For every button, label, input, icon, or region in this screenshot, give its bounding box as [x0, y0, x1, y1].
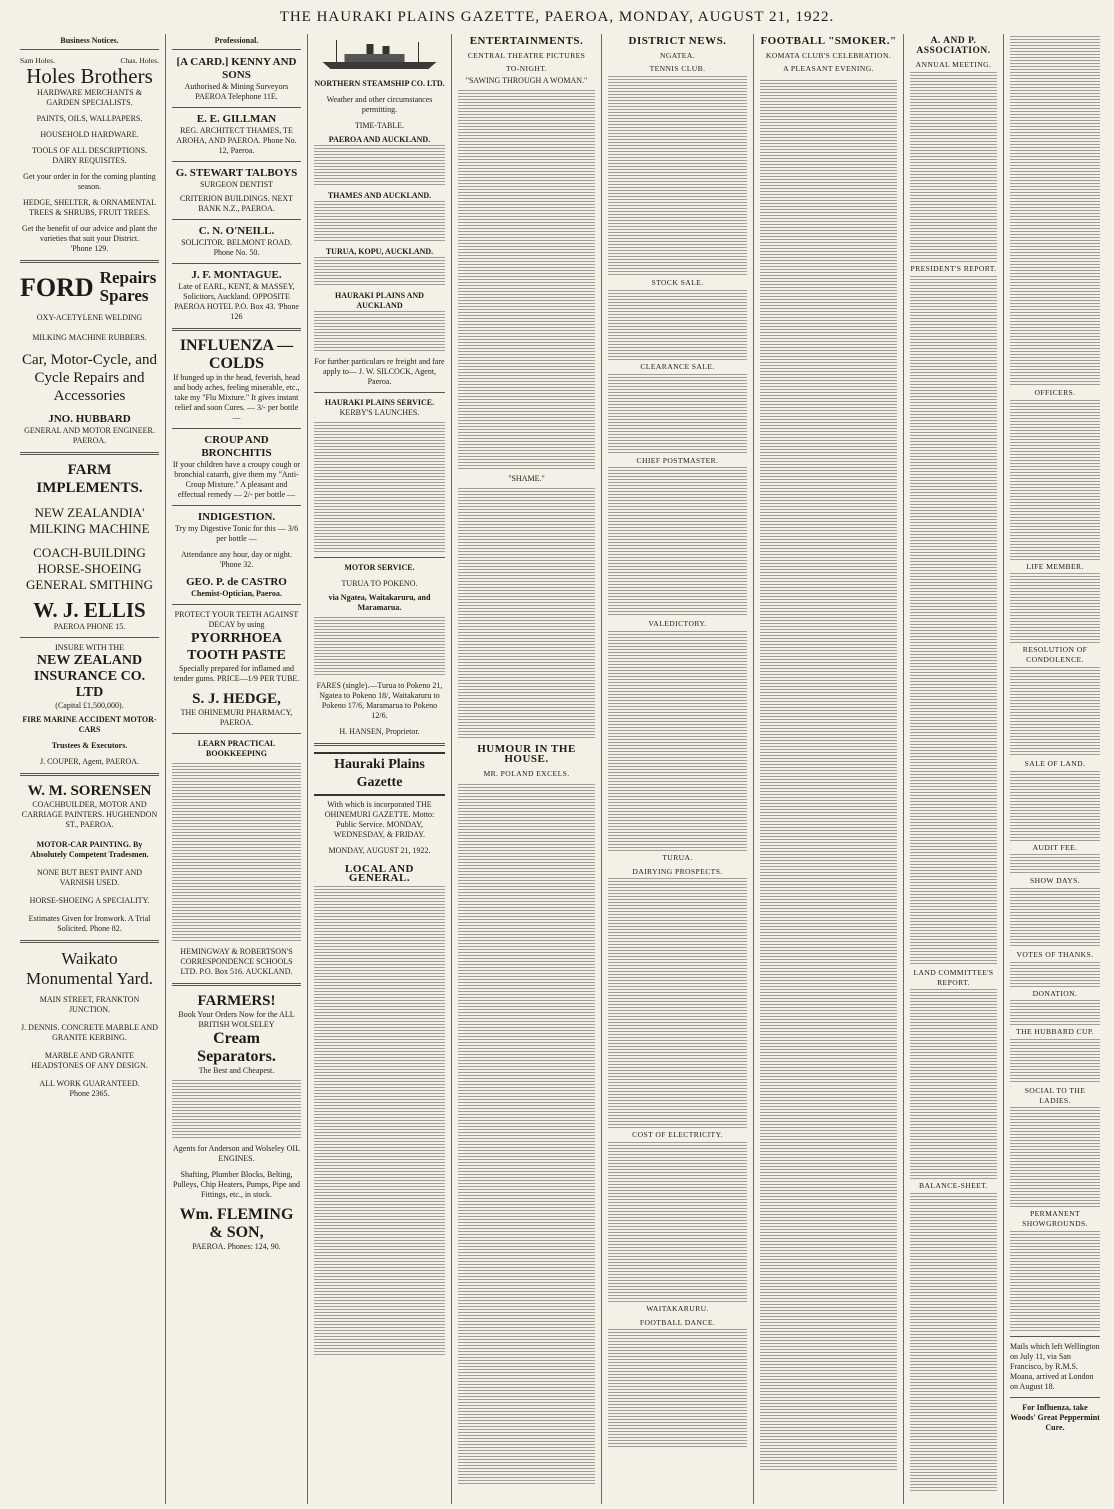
- ad-line: Authorised & Mining Surveyors PAEROA Telephone 11E.: [184, 81, 289, 101]
- section-football-smoker: FOOTBALL "SMOKER.": [760, 35, 897, 47]
- ad-line: For further particulars re freight and fare apply to— J. W. SILCOCK, Agent, Paeroa.: [314, 356, 445, 386]
- body-text: [172, 763, 301, 943]
- steamship-co: NORTHERN STEAMSHIP CO. LTD.: [314, 78, 445, 88]
- ad-line: Trustees & Executors.: [51, 741, 128, 751]
- body-text: [458, 488, 595, 738]
- column-entertainments: [452, 34, 602, 1504]
- ad-farmers: FARMERS!: [197, 992, 276, 1009]
- subheading: ANNUAL MEETING.: [915, 60, 992, 70]
- ad-line: SOLICITOR. BELMONT ROAD. Phone No. 50.: [181, 237, 292, 257]
- body-text: [1010, 962, 1100, 987]
- ad-nz-milking: NEW ZEALANDIA' MILKING MACHINE: [29, 505, 150, 537]
- subheading: MR. POLAND EXCELS.: [483, 768, 570, 778]
- subheading: "SHAME.": [508, 474, 545, 484]
- ad-cream: Cream Separators.: [197, 1029, 276, 1065]
- body-text: [1010, 1000, 1100, 1025]
- ad-line: MILKING MACHINE RUBBERS.: [32, 333, 147, 343]
- ad-line: MOTOR-CAR PAINTING. By Absolutely Competent Tradesmen.: [30, 840, 149, 860]
- masthead: THE HAURAKI PLAINS GAZETTE, PAEROA, MONDAY, AUGUST 21, 1922.: [279, 9, 835, 25]
- ad-line: If your children have a croupy cough or bronchial catarrh, give them my "Anti-Croup Mixture." A pleasant and effectual remedy — 2/- per bottle —: [172, 459, 301, 499]
- body-text: [1010, 400, 1100, 560]
- ad-line: ALL WORK GUARANTEED.: [39, 1079, 140, 1089]
- ad-line: Attendance any hour, day or night. 'Phone 32.: [181, 549, 292, 569]
- subheading: DAIRYING PROSPECTS.: [632, 866, 723, 876]
- subheading: SHOW DAYS.: [1030, 876, 1080, 886]
- ad-pyorrhoea: PYORRHOEA TOOTH PASTE: [187, 630, 286, 663]
- subheading: PRESIDENT'S REPORT.: [910, 264, 997, 274]
- body-text: [1010, 1231, 1100, 1331]
- columns: [14, 34, 1106, 1504]
- body-text: [608, 467, 747, 617]
- ad-line: 'Phone 129.: [70, 244, 109, 254]
- ad-hedge: S. J. HEDGE,: [192, 690, 281, 707]
- gazette-sub: With which is incorporated THE OHINEMURI GAZETTE. Motto: Public Service. MONDAY, WEDNESDAY, & FRIDAY.: [324, 799, 435, 839]
- subheading: THE HUBBARD CUP.: [1016, 1027, 1094, 1037]
- body-text: [458, 90, 595, 470]
- ad-line: If bunged up in the head, feverish, head and body aches, feeling miserable, etc., take my "Flu Mixture." It gives instant relief and soon Cures. — 3/- per bottle —: [173, 372, 300, 422]
- subheading: NGATEA.: [659, 50, 696, 60]
- subheading: A PLEASANT EVENING.: [783, 64, 874, 74]
- ad-line: Get your order in for the coming planting season.: [23, 172, 156, 192]
- ad-line: J. DENNIS. CONCRETE MARBLE AND GRANITE KERBING.: [21, 1023, 158, 1043]
- ad-line: PAINTS, OILS, WALLPAPERS.: [36, 114, 143, 124]
- ad-line: HEDGE, SHELTER, & ORNAMENTAL TREES & SHRUBS, FRUIT TREES.: [22, 198, 157, 218]
- column-a-and-p: [904, 34, 1004, 1504]
- section-humour: HUMOUR IN THE HOUSE.: [477, 743, 576, 765]
- body-text: [172, 1080, 301, 1140]
- body-text: [458, 784, 595, 1484]
- body-text: [608, 374, 747, 454]
- body-text: [1010, 573, 1100, 643]
- gazette-date: MONDAY, AUGUST 21, 1922.: [328, 845, 431, 855]
- subheading: OFFICERS.: [1034, 388, 1076, 397]
- body-text: [314, 886, 445, 1356]
- ad-line: HOUSEHOLD HARDWARE.: [40, 130, 139, 140]
- column-business-notices: [14, 34, 166, 1504]
- ad-gillman: E. E. GILLMAN: [196, 112, 277, 125]
- timetable-rows: [314, 145, 445, 187]
- timetable-rows: [314, 201, 445, 243]
- body-text: [608, 878, 747, 1128]
- ad-fleming: Wm. FLEMING & SON,: [179, 1205, 294, 1241]
- ad-line: Get the benefit of our advice and plant the varieties that suit your District.: [21, 224, 158, 244]
- ad-line: Phone 2365.: [69, 1089, 110, 1099]
- ad-sorensen: W. M. SORENSEN: [27, 783, 152, 800]
- ad-line: Book Your Orders Now for the ALL BRITISH WOLSELEY: [178, 1009, 295, 1029]
- steamship-illustration: [314, 38, 445, 72]
- subheading: RESOLUTION OF CONDOLENCE.: [1022, 645, 1088, 665]
- body-text: [608, 1329, 747, 1449]
- ad-line: TURUA TO POKENO.: [341, 578, 418, 588]
- ad-line: MARBLE AND GRANITE HEADSTONES OF ANY DESIGN.: [31, 1051, 148, 1071]
- ad-line: TIME-TABLE.: [354, 120, 405, 130]
- service-title: HAURAKI PLAINS SERVICE.: [324, 397, 435, 407]
- subheading: VOTES OF THANKS.: [1016, 949, 1094, 959]
- body-text: [1010, 854, 1100, 874]
- subheading: LAND COMMITTEE'S REPORT.: [913, 967, 994, 987]
- subheading: STOCK SALE.: [651, 278, 704, 288]
- subheading: DONATION.: [1032, 988, 1078, 998]
- ad-line: TOOLS OF ALL DESCRIPTIONS. DAIRY REQUISITES.: [31, 146, 148, 166]
- ad-line: REG. ARCHITECT THAMES, TE AROHA, AND PAEROA. Phone No. 12, Paeroa.: [176, 125, 297, 155]
- section-a-and-p: A. AND P. ASSOCIATION.: [916, 36, 991, 56]
- ad-oneill: C. N. O'NEILL.: [198, 224, 275, 237]
- ad-coach-building: COACH-BUILDING HORSE-SHOEING GENERAL SMITHING: [26, 545, 153, 593]
- column-professional: [166, 34, 308, 1504]
- ad-indigestion: INDIGESTION.: [197, 510, 276, 523]
- body-text: [910, 72, 997, 262]
- subheading: CHIEF POSTMASTER.: [636, 455, 719, 465]
- ad-line: Weather and other circumstances permitting.: [326, 94, 433, 114]
- ad-montague: J. F. MONTAGUE.: [191, 268, 282, 281]
- subheading: TENNIS CLUB.: [649, 64, 706, 74]
- body-text: [760, 80, 897, 1470]
- ad-castro: GEO. P. de CASTRO: [186, 575, 287, 588]
- route-title: HAURAKI PLAINS AND AUCKLAND: [335, 290, 424, 310]
- ad-ford: [20, 269, 159, 305]
- ad-line: Specially prepared for inflamed and tender gums. PRICE—1/9 PER TUBE.: [173, 663, 300, 683]
- ad-line: THE OHINEMURI PHARMACY, PAEROA.: [180, 707, 293, 727]
- ad-line: FIRE MARINE ACCIDENT MOTOR-CARS: [22, 715, 157, 735]
- ad-line: via Ngatea, Waitakaruru, and Maramarua.: [328, 592, 431, 612]
- column-shipping: [308, 34, 452, 1504]
- body-text: [608, 76, 747, 276]
- ford-side: Repairs Spares: [99, 268, 157, 306]
- subheading: SOCIAL TO THE LADIES.: [1024, 1086, 1086, 1105]
- subheading: KOMATA CLUB'S CELEBRATION.: [765, 50, 892, 60]
- name: Sam Holes.: [20, 55, 56, 65]
- ad-line: FARES (single).—Turua to Pokeno 21, Ngatea to Pokeno 18/, Waitakaruru to Pokeno 17/6, Maramarua to Pokeno 12/6.: [316, 680, 443, 720]
- mails-notice: Mails which left Wellington on July 11, via San Francisco, by R.M.S. Moana, arrived at London on August 18.: [1010, 1341, 1100, 1391]
- woods-ad: For Influenza, take Woods' Great Peppermint Cure.: [1010, 1402, 1100, 1432]
- ad-line: COACHBUILDER, MOTOR AND CARRIAGE PAINTERS. HUGHENDON ST., PAEROA.: [21, 800, 158, 830]
- body-text: [910, 276, 997, 966]
- subheading: "SAWING THROUGH A WOMAN.": [465, 76, 588, 86]
- ad-line: Estimates Given for Ironwork. A Trial Solicited. Phone 82.: [28, 914, 151, 934]
- body-text: [608, 1142, 747, 1302]
- subheading: AUDIT FEE.: [1032, 842, 1078, 852]
- ad-line: GENERAL AND MOTOR ENGINEER. PAEROA.: [24, 426, 155, 446]
- ad-line: PAEROA PHONE 15.: [53, 622, 126, 632]
- body-text: [1010, 1039, 1100, 1084]
- ad-line: OXY-ACETYLENE WELDING: [36, 313, 143, 323]
- ad-hubbard: JNO. HUBBARD: [48, 413, 131, 426]
- subheading: CENTRAL THEATRE PICTURES: [467, 50, 586, 60]
- subheading: BALANCE-SHEET.: [919, 1181, 988, 1191]
- subheading: VALEDICTORY.: [648, 619, 707, 629]
- ad-line: H. HANSEN, Proprietor.: [339, 726, 420, 736]
- ad-ellis: W. J. ELLIS: [33, 598, 146, 623]
- ad-kenny: [A CARD.] KENNY AND SONS: [176, 55, 297, 81]
- service-title: MOTOR SERVICE.: [344, 562, 415, 572]
- ad-line: LEARN PRACTICAL BOOKKEEPING: [197, 738, 276, 758]
- route-title: THAMES AND AUCKLAND.: [327, 190, 432, 200]
- ad-line: CRITERION BUILDINGS. NEXT BANK N.Z., PAEROA.: [179, 193, 294, 213]
- ad-nzic: NEW ZEALAND INSURANCE CO. LTD: [33, 653, 146, 701]
- body-text: [1010, 667, 1100, 757]
- subheading: WAITAKARURU.: [646, 1304, 709, 1314]
- ad-line: Agents for Anderson and Wolseley OIL ENGINES.: [173, 1143, 300, 1163]
- body-text: [1010, 888, 1100, 948]
- column-district-news: [602, 34, 754, 1504]
- ad-line: Chemist-Optician, Paeroa.: [191, 588, 282, 598]
- body-text: [314, 617, 445, 677]
- ad-line: KERBY'S LAUNCHES.: [339, 407, 420, 417]
- timetable-rows: [314, 311, 445, 353]
- body-text: [608, 631, 747, 851]
- ad-line: J. COUPER, Agent, PAEROA.: [39, 757, 140, 767]
- subheading: TO-NIGHT.: [505, 64, 548, 74]
- body-text: [910, 989, 997, 1179]
- ad-line: SURGEON DENTIST: [199, 179, 274, 189]
- timetable-rows: [314, 422, 445, 552]
- ad-line: PAEROA. Phones: 124, 90.: [192, 1241, 281, 1251]
- ad-line: Try my Digestive Tonic for this — 3/6 per bottle —: [174, 523, 299, 543]
- route-title: TURUA, KOPU, AUCKLAND.: [325, 246, 434, 256]
- ad-line: Shafting, Plumber Blocks, Belting, Pulleys, Chip Heaters, Pumps, Pipe and Fittings, etc., in stock.: [172, 1169, 301, 1199]
- ad-waikato: Waikato Monumental Yard.: [25, 949, 154, 989]
- ad-holes-brothers: Holes Brothers: [26, 64, 153, 89]
- column-meeting-continued: [1004, 34, 1106, 1504]
- timetable-rows: [314, 257, 445, 287]
- ad-line: INSURE WITH THE: [54, 643, 125, 653]
- body-text: [910, 1193, 997, 1493]
- section-district-news: DISTRICT NEWS.: [628, 35, 727, 47]
- section-heading: Business Notices.: [20, 34, 159, 50]
- ad-line: (Capital £1,500,000).: [55, 701, 124, 711]
- section-entertainments: ENTERTAINMENTS.: [469, 35, 584, 47]
- body-text: [1010, 36, 1100, 386]
- ford-logo: FORD: [20, 272, 94, 302]
- subheading: FOOTBALL DANCE.: [639, 1317, 716, 1327]
- subheading: CLEARANCE SALE.: [640, 361, 715, 371]
- gazette-title: Hauraki Plains Gazette: [314, 752, 445, 796]
- body-text: [1010, 1107, 1100, 1207]
- subheading: LIFE MEMBER.: [1026, 561, 1084, 571]
- ad-car-repairs: Car, Motor-Cycle, and Cycle Repairs and Accessories: [22, 352, 157, 405]
- ad-talboys: G. STEWART TALBOYS: [175, 166, 298, 179]
- subheading: COST OF ELECTRICITY.: [632, 1130, 723, 1140]
- ad-influenza: INFLUENZA — COLDS: [179, 336, 294, 372]
- subheading: SALE OF LAND.: [1024, 758, 1086, 768]
- body-text: [1010, 771, 1100, 841]
- ad-line: Late of EARL, KENT, & MASSEY, Solicitors, Auckland. OPPOSITE PAEROA HOTEL P.O. Box 43. 'Phone 126: [174, 281, 299, 321]
- body-text: [608, 290, 747, 360]
- gazette-title-block: [314, 752, 445, 856]
- column-football-smoker: [754, 34, 904, 1504]
- ad-line: PROTECT YOUR TEETH AGAINST DECAY by using: [174, 609, 299, 629]
- ad-line: The Best and Cheapest.: [198, 1065, 275, 1075]
- ad-line: MAIN STREET, FRANKTON JUNCTION.: [39, 995, 140, 1015]
- ad-line: HARDWARE MERCHANTS & GARDEN SPECIALISTS.: [37, 88, 142, 108]
- section-local-and-general: LOCAL AND GENERAL.: [345, 862, 414, 885]
- route-title: PAEROA AND AUCKLAND.: [328, 134, 431, 144]
- subheading: PERMANENT SHOWGROUNDS.: [1022, 1209, 1088, 1229]
- section-heading: Professional.: [172, 34, 301, 50]
- name: Chas. Holes.: [120, 55, 159, 65]
- ad-farm-implements: FARM IMPLEMENTS.: [36, 462, 143, 497]
- ad-croup: CROUP AND BRONCHITIS: [201, 433, 272, 459]
- ad-line: HORSE-SHOEING A SPECIALITY.: [29, 896, 150, 906]
- ad-line: HEMINGWAY & ROBERTSON'S CORRESPONDENCE SCHOOLS LTD. P.O. Box 516. AUCKLAND.: [180, 946, 293, 976]
- ad-line: NONE BUT BEST PAINT AND VARNISH USED.: [36, 868, 143, 888]
- subheading: TURUA.: [662, 852, 693, 862]
